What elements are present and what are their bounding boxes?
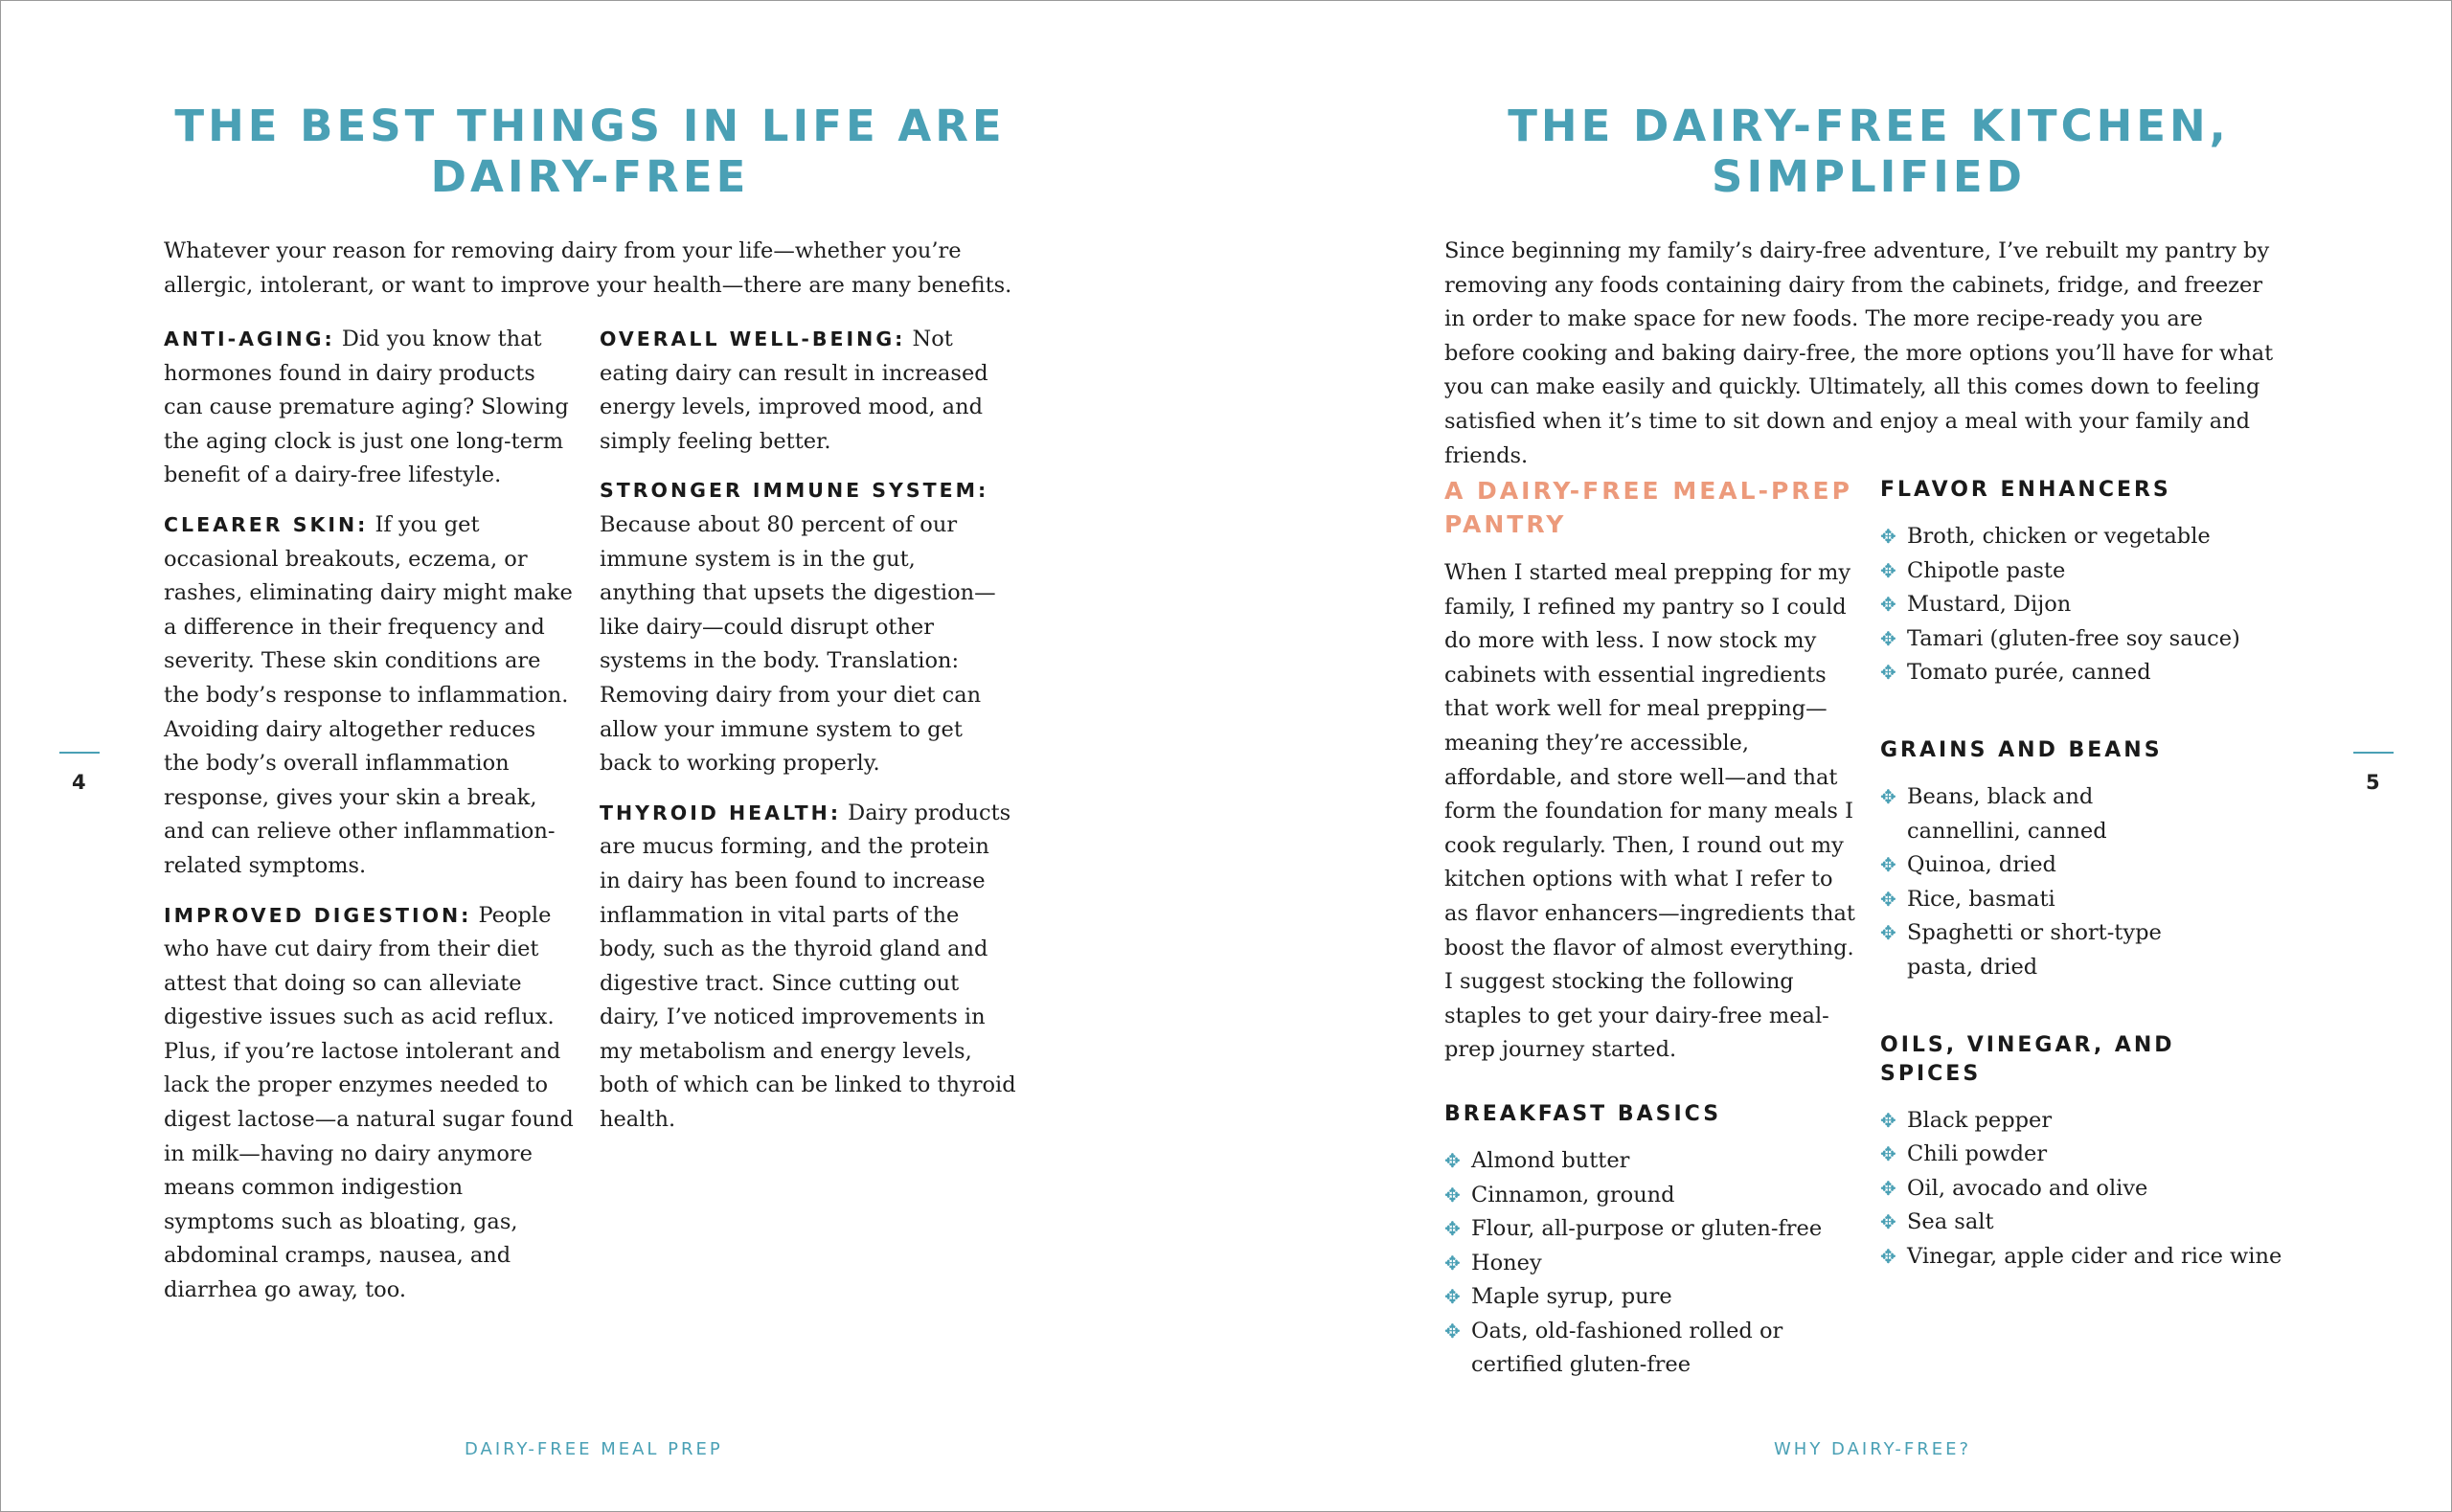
- benefit-overall-well-being: [600, 323, 1016, 459]
- benefit-lead: CLEARER SKIN:: [164, 512, 369, 536]
- left-column-2: [600, 323, 1016, 1153]
- flourish-bullet-icon: ✥: [1444, 1183, 1461, 1207]
- flourish-bullet-icon: ✥: [1880, 525, 1896, 548]
- benefit-text: Not eating dairy can result in increased energy levels, improved mood, and simply feeling better.: [600, 327, 988, 454]
- flourish-bullet-icon: ✥: [1880, 661, 1896, 685]
- benefit-text: Because about 80 percent of our immune system is in the gut, anything that upsets the digestion—like dairy—could disrupt other systems in the body. Translation: Removing dairy from your diet can allow your immune system to get back to working properly.: [600, 511, 996, 777]
- breakfast-list: [1444, 1144, 1858, 1383]
- list-item: ✥ Broth, chicken or vegetable: [1880, 520, 2282, 554]
- list-item: ✥ Cinnamon, ground: [1444, 1179, 1858, 1213]
- benefit-lead: ANTI-AGING:: [164, 327, 335, 350]
- benefit-anti-aging: [164, 323, 578, 493]
- list-item: ✥ Honey: [1444, 1247, 1858, 1281]
- flourish-bullet-icon: ✥: [1444, 1148, 1461, 1172]
- benefit-lead: THYROID HEALTH:: [600, 801, 842, 824]
- list-item: ✥ Black pepper: [1880, 1104, 2282, 1139]
- list-item: ✥ Beans, black and cannellini, canned: [1880, 780, 2187, 848]
- list-item: ✥ Sea salt: [1880, 1206, 2282, 1240]
- right-intro: Since beginning my family’s dairy-free adventure, I’ve rebuilt my pantry by removing any foods containing dairy from the cabinets, fridge, and freezer in order to make space for new foods. The more recipe-ready you are before cooking and baking dairy-free, the more options you’ll have for what you can make easily and quickly. Ultimately, all this comes down to feeling satisfied when it’s time to sit down and enjoy a meal with your family and friends.: [1444, 238, 2274, 468]
- breakfast-heading: BREAKFAST BASICS: [1444, 1101, 1722, 1126]
- flourish-bullet-icon: ✥: [1444, 1217, 1461, 1241]
- list-item: ✥ Mustard, Dijon: [1880, 588, 2282, 622]
- flourish-bullet-icon: ✥: [1880, 626, 1896, 650]
- benefit-clearer-skin: [164, 508, 578, 884]
- benefit-text: Dairy products are mucus forming, and the protein in dairy has been found to increase inflammation in vital parts of the body, such as the thyroid gland and digestive tract. Since cutting out dairy, I’ve noticed improvements in my metabolism and energy levels, both of which can be linked to thyroid health.: [600, 800, 1016, 1133]
- flourish-bullet-icon: ✥: [1444, 1285, 1461, 1309]
- flourish-bullet-icon: ✥: [1880, 558, 1896, 582]
- left-page-number: 4: [72, 771, 86, 794]
- flourish-bullet-icon: ✥: [1444, 1319, 1461, 1343]
- list-item: ✥ Chipotle paste: [1880, 554, 2282, 589]
- flourish-bullet-icon: ✥: [1444, 1251, 1461, 1275]
- left-page-number-rule: [59, 752, 100, 754]
- flavor-list: [1880, 520, 2282, 690]
- benefit-text: People who have cut dairy from their diet attest that doing so can alleviate digestive issues such as acid reflux. Plus, if you’re lactose intolerant and lack the proper enzymes needed to digest lactose—a natural sugar found in milk—having no dairy anymore means common indigestion symptoms such as bloating, gas, abdominal cramps, nausea, and diarrhea go away, too.: [164, 902, 574, 1303]
- list-item: ✥ Oil, avocado and olive: [1880, 1172, 2282, 1207]
- left-column-1: [164, 323, 578, 1323]
- flourish-bullet-icon: ✥: [1880, 853, 1896, 877]
- left-intro: Whatever your reason for removing dairy from your life—whether you’re allergic, intolerant, or want to improve your health—there are many benefits.: [164, 238, 1012, 298]
- benefit-lead: IMPROVED DIGESTION:: [164, 903, 472, 927]
- right-page-number: 5: [2366, 771, 2380, 794]
- flourish-bullet-icon: ✥: [1880, 1142, 1896, 1166]
- right-page-number-rule: [2353, 752, 2394, 754]
- right-page-title: THE DAIRY-FREE KITCHEN, SIMPLIFIED: [1508, 101, 2230, 202]
- flourish-bullet-icon: ✥: [1880, 1176, 1896, 1200]
- oils-list: [1880, 1104, 2282, 1275]
- benefit-lead: OVERALL WELL-BEING:: [600, 327, 906, 350]
- flavor-heading: FLAVOR ENHANCERS: [1880, 478, 2171, 502]
- pantry-text: When I started meal prepping for my family, I refined my pantry so I could do more with less. I now stock my cabinets with essential ingredients that work well for meal prepping—meaning they’re accessible, affordable, and store well—and that form the foundation for many meals I cook regularly. Then, I round out my kitchen options with what I refer to as flavor enhancers—ingredients that boost the flavor of almost everything. I suggest stocking the following staples to get your dairy-free meal-prep journey started.: [1444, 560, 1855, 1063]
- flourish-bullet-icon: ✥: [1880, 1108, 1896, 1132]
- list-item: ✥ Vinegar, apple cider and rice wine: [1880, 1240, 2282, 1275]
- list-item: ✥ Almond butter: [1444, 1144, 1858, 1179]
- benefit-stronger-immune-system: [600, 474, 1016, 780]
- flourish-bullet-icon: ✥: [1880, 921, 1896, 945]
- grains-heading: GRAINS AND BEANS: [1880, 737, 2163, 762]
- list-item: ✥ Flour, all-purpose or gluten-free: [1444, 1212, 1858, 1247]
- list-item: ✥ Quinoa, dried: [1880, 848, 2187, 883]
- benefit-improved-digestion: [164, 899, 578, 1308]
- benefit-lead: STRONGER IMMUNE SYSTEM:: [600, 479, 989, 503]
- list-item: ✥ Tamari (gluten-free soy sauce): [1880, 622, 2282, 657]
- list-item: ✥ Rice, basmati: [1880, 883, 2187, 917]
- left-page-title: THE BEST THINGS IN LIFE ARE DAIRY-FREE: [174, 101, 1006, 202]
- flourish-bullet-icon: ✥: [1880, 593, 1896, 617]
- pantry-heading: A DAIRY-FREE MEAL-PREP PANTRY: [1444, 477, 1852, 538]
- flourish-bullet-icon: ✥: [1880, 887, 1896, 911]
- list-item: ✥ Chili powder: [1880, 1138, 2282, 1172]
- right-running-footer: WHY DAIRY-FREE?: [1774, 1439, 1972, 1459]
- right-column-1: [1444, 474, 1858, 1383]
- left-running-footer: DAIRY-FREE MEAL PREP: [465, 1439, 723, 1459]
- flourish-bullet-icon: ✥: [1880, 1210, 1896, 1234]
- list-item: ✥ Spaghetti or short-type pasta, dried: [1880, 916, 2187, 984]
- list-item: ✥ Maple syrup, pure: [1444, 1280, 1858, 1315]
- benefit-text: Did you know that hormones found in dairy products can cause premature aging? Slowing the aging clock is just one long-term benefit of a dairy-free lifestyle.: [164, 327, 569, 488]
- flourish-bullet-icon: ✥: [1880, 784, 1896, 808]
- list-item: ✥ Oats, old-fashioned rolled or certified gluten-free: [1444, 1315, 1858, 1383]
- oils-heading: OILS, VINEGAR, AND SPICES: [1880, 1032, 2175, 1086]
- right-column-2: [1880, 476, 2282, 1275]
- benefit-text: If you get occasional breakouts, eczema, or rashes, eliminating dairy might make a difference in their frequency and severity. These skin conditions are the body’s response to inflammation. Avoiding dairy altogether reduces the body’s overall inflammation response, gives your skin a break, and can relieve other inflammation-related symptoms.: [164, 511, 573, 878]
- benefit-thyroid-health: [600, 797, 1016, 1138]
- flourish-bullet-icon: ✥: [1880, 1244, 1896, 1268]
- list-item: ✥ Tomato purée, canned: [1880, 656, 2282, 690]
- grains-list: [1880, 780, 2187, 985]
